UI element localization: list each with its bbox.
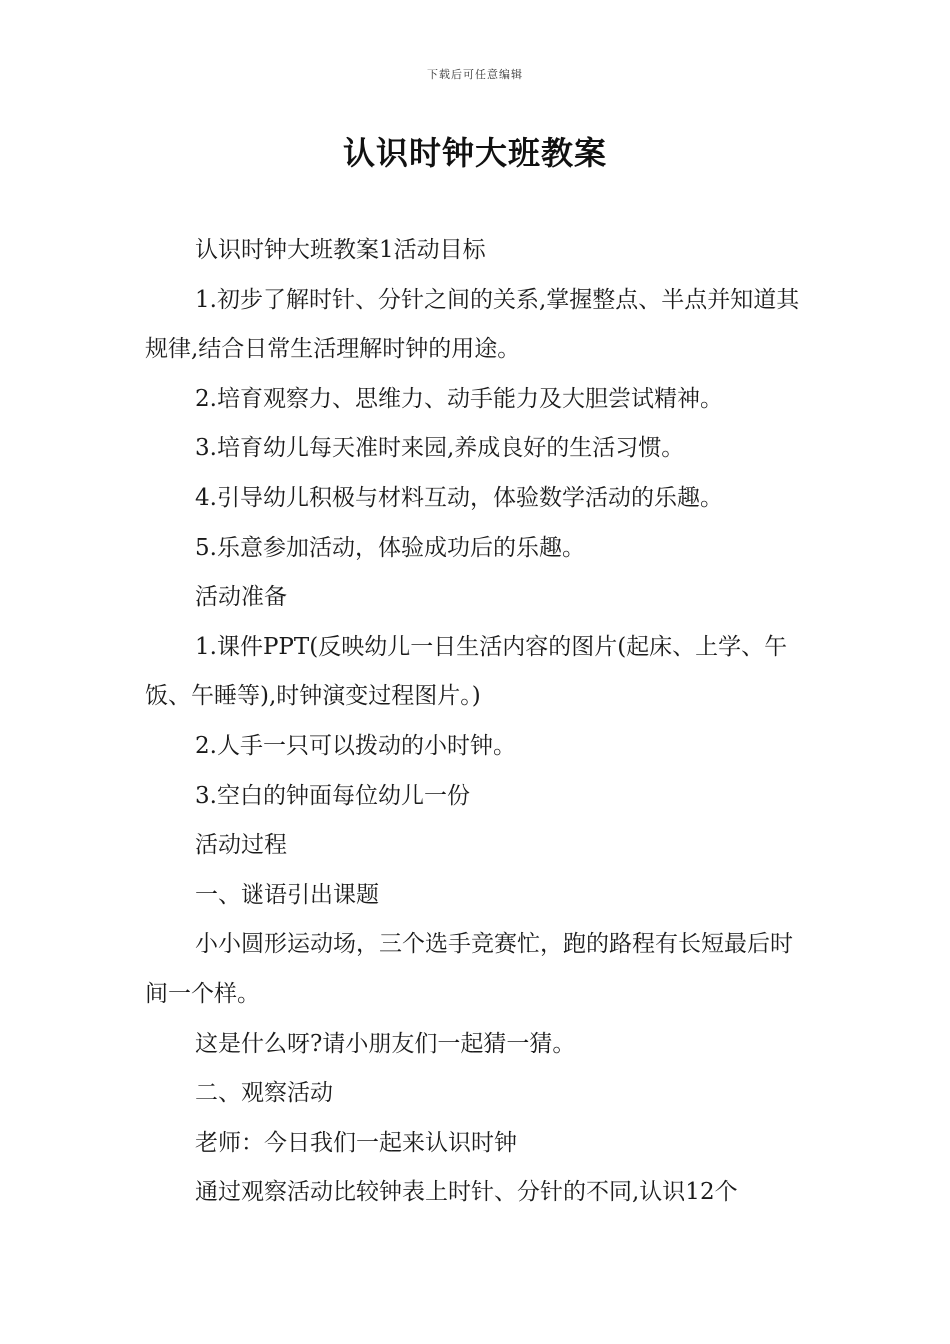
- paragraph-9: 2.人手一只可以拨动的小时钟。: [195, 732, 516, 759]
- header-note: 下载后可任意编辑: [427, 68, 523, 81]
- section-heading-preparation: 活动准备: [195, 584, 287, 611]
- paragraph-3: 2.培育观察力、思维力、动手能力及大胆尝试精神。: [195, 385, 723, 412]
- document-title: 认识时钟大班教案: [342, 134, 607, 172]
- section-heading-observation: 二、观察活动: [195, 1080, 333, 1107]
- paragraph-2: 1.初步了解时针、分针之间的关系,掌握整点、半点并知道其规律,结合日常生活理解时钟的用途。: [145, 286, 800, 363]
- section-heading-process: 活动过程: [195, 832, 287, 859]
- paragraph-6: 5.乐意参加活动，体验成功后的乐趣。: [195, 534, 585, 561]
- section-heading-riddle: 一、谜语引出课题: [195, 881, 379, 908]
- paragraph-13: 小小圆形运动场，三个选手竞赛忙，跑的路程有长短最后时间一个样。: [145, 931, 793, 1007]
- paragraph-16: 老师：今日我们一起来认识时钟: [195, 1129, 517, 1156]
- document-body: [145, 226, 810, 1218]
- paragraph-1: 认识时钟大班教案1活动目标: [195, 237, 486, 263]
- paragraph-10: 3.空白的钟面每位幼儿一份: [195, 782, 470, 809]
- paragraph-5: 4.引导幼儿积极与材料互动，体验数学活动的乐趣。: [195, 484, 723, 511]
- paragraph-17: 通过观察活动比较钟表上时针、分针的不同,认识12个: [195, 1179, 738, 1206]
- paragraph-8: 1.课件PPT(反映幼儿一日生活内容的图片(起床、上学、午饭、午睡等),时钟演变过程图片。): [145, 633, 788, 710]
- paragraph-4: 3.培育幼儿每天准时来园,养成良好的生活习惯。: [195, 435, 685, 462]
- paragraph-14: 这是什么呀?请小朋友们一起猜一猜。: [195, 1030, 576, 1057]
